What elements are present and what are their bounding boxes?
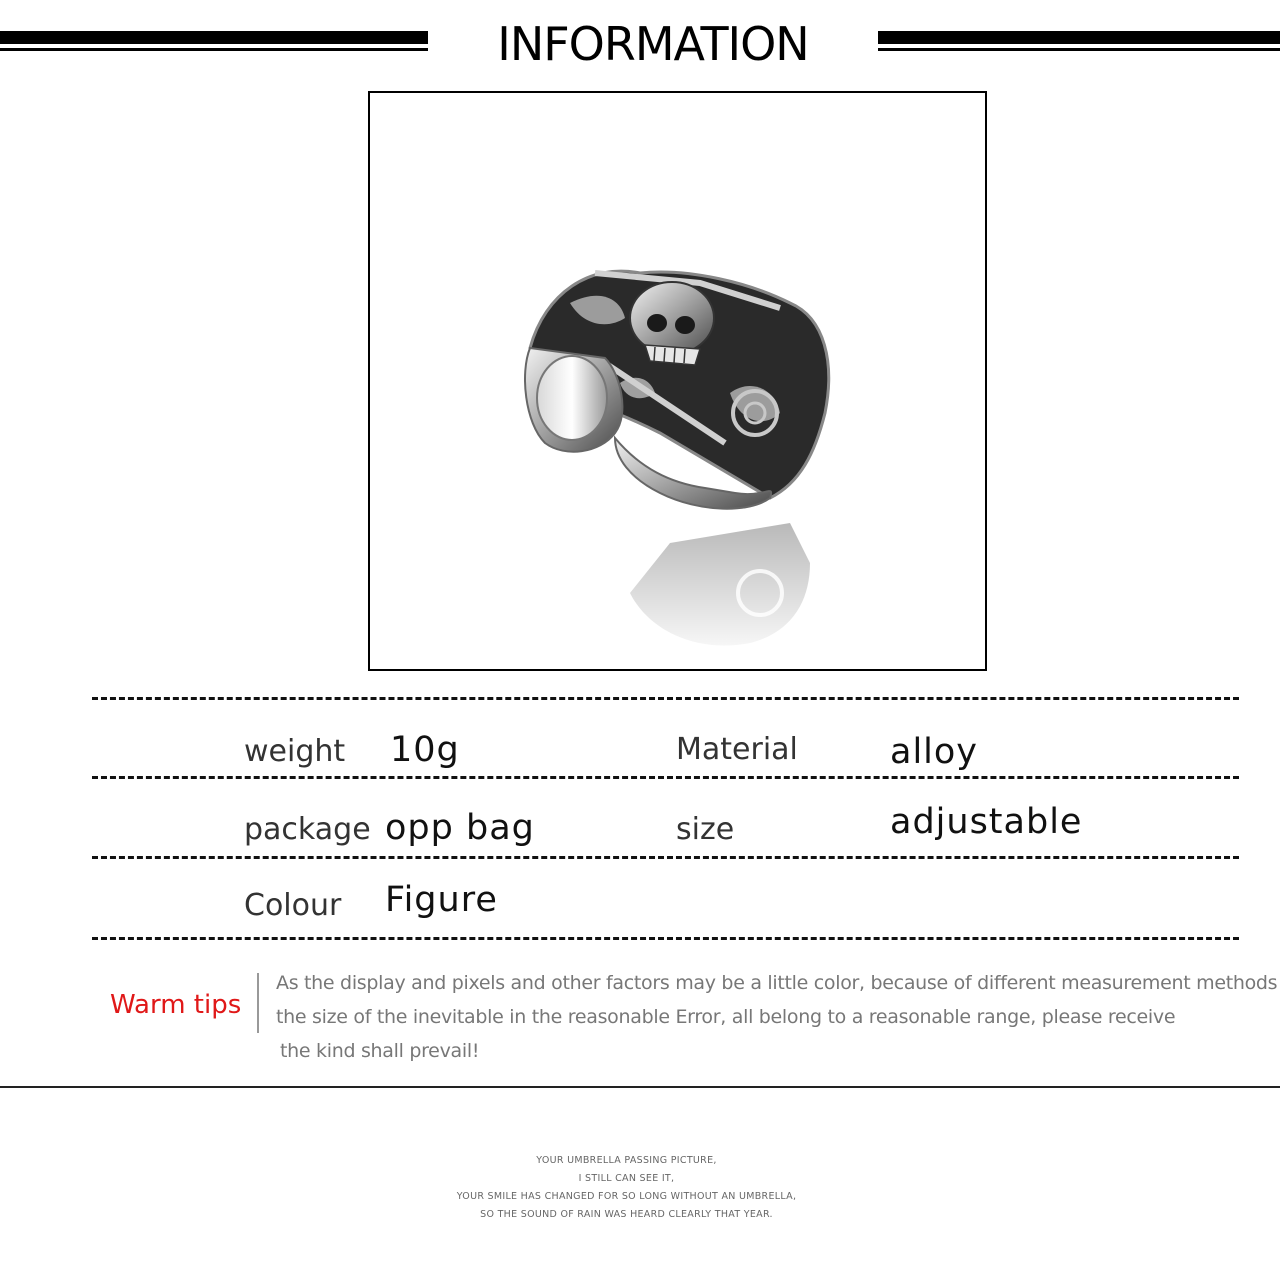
weight-label: weight [244, 734, 346, 769]
divider-line [92, 937, 1239, 940]
header-bar-left [0, 31, 428, 51]
bottom-rule [0, 1086, 1280, 1088]
tip-line: the kind shall prevail! [280, 1040, 480, 1062]
tip-line: the size of the inevitable in the reasonable Error, all belong to a reasonable range, please receive [276, 1006, 1176, 1028]
header-bar-right [878, 31, 1280, 51]
footer-line: I STILL CAN SEE IT, [578, 1173, 675, 1184]
footer-line: SO THE SOUND OF RAIN WAS HEARD CLEARLY THAT YEAR. [480, 1209, 773, 1220]
package-label: package [244, 812, 371, 847]
warm-tips-label: Warm tips [110, 990, 242, 1020]
colour-value: Figure [385, 880, 498, 920]
product-image-frame [368, 91, 987, 671]
material-label: Material [676, 732, 798, 767]
ring-image [370, 93, 985, 669]
colour-label: Colour [244, 888, 342, 923]
size-value: adjustable [890, 802, 1083, 842]
divider-line [92, 776, 1239, 779]
size-label: size [676, 812, 735, 847]
tips-divider [257, 973, 259, 1033]
divider-line [92, 697, 1239, 700]
page-title: INFORMATION [497, 17, 809, 71]
package-value: opp bag [385, 808, 535, 848]
weight-value: 10g [390, 730, 460, 770]
material-value: alloy [890, 732, 979, 772]
footer-line: YOUR UMBRELLA PASSING PICTURE, [536, 1155, 717, 1166]
footer-line: YOUR SMILE HAS CHANGED FOR SO LONG WITHOUT AN UMBRELLA, [456, 1191, 797, 1202]
tip-line: As the display and pixels and other factors may be a little color, because of different measurement methods [276, 972, 1278, 994]
divider-line [92, 856, 1239, 859]
